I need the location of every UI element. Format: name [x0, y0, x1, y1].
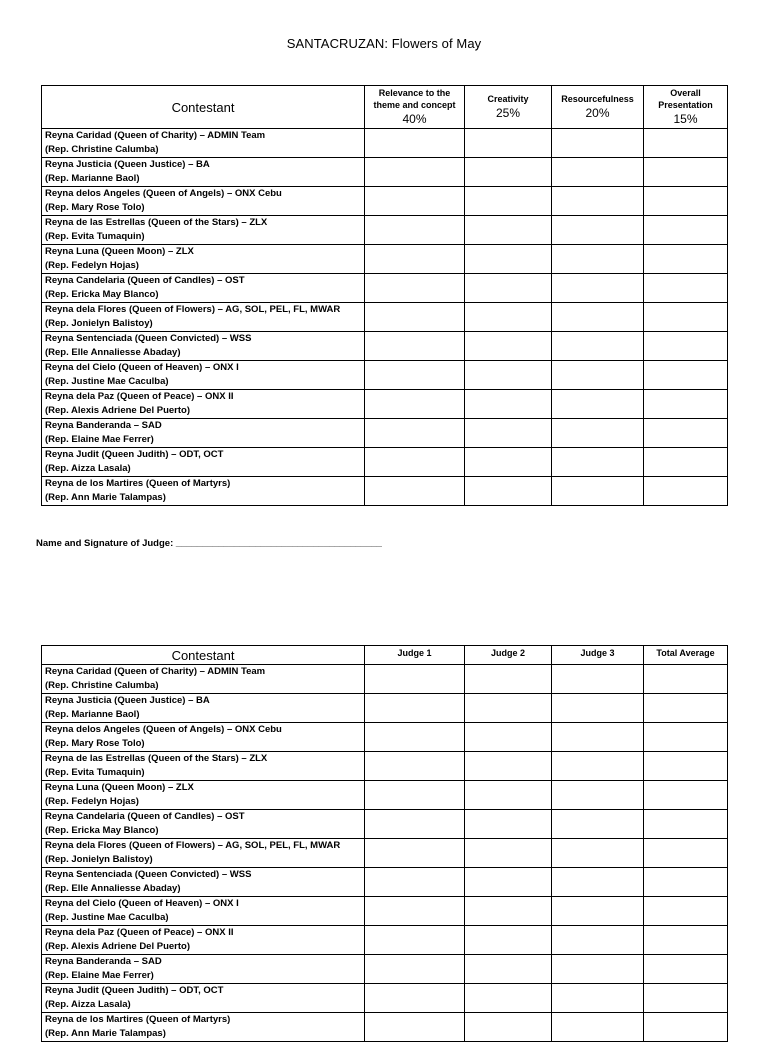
table-row [42, 955, 728, 984]
contestant-cell [42, 897, 365, 926]
score-cell[interactable] [644, 810, 728, 839]
contestant-header: Contestant [42, 86, 365, 129]
score-cell[interactable] [365, 926, 465, 955]
contestant-name: Reyna Judit (Queen Judith) – ODT, OCT [45, 985, 224, 996]
score-cell[interactable] [644, 332, 728, 361]
table-row [42, 274, 728, 303]
contestant-name: Reyna delos Angeles (Queen of Angels) – ONX Cebu [45, 188, 282, 199]
contestant-name: Reyna Justicia (Queen Justice) – BA [45, 159, 210, 170]
contestant-cell [42, 781, 365, 810]
score-cell[interactable] [644, 897, 728, 926]
judge-3-header: Judge 3 [552, 646, 644, 665]
criterion-label: Relevance to the theme and concept [373, 88, 456, 110]
contestant-cell [42, 477, 365, 506]
score-cell[interactable] [365, 477, 465, 506]
score-cell[interactable] [552, 694, 644, 723]
score-cell[interactable] [365, 216, 465, 245]
table-row [42, 390, 728, 419]
table-row [42, 810, 728, 839]
criterion-header-creativity [465, 86, 552, 129]
table-row [42, 129, 728, 158]
contestant-representative: (Rep. Alexis Adriene Del Puerto) [45, 405, 190, 416]
score-cell[interactable] [552, 419, 644, 448]
contestant-cell [42, 665, 365, 694]
score-cell[interactable] [365, 1013, 465, 1042]
contestant-name: Reyna Banderanda – SAD [45, 956, 162, 967]
score-cell[interactable] [365, 752, 465, 781]
criterion-weight: 15% [673, 112, 698, 126]
contestant-cell [42, 984, 365, 1013]
score-cell[interactable] [465, 752, 552, 781]
score-cell[interactable] [552, 1013, 644, 1042]
score-cell[interactable] [644, 390, 728, 419]
contestant-representative: (Rep. Mary Rose Tolo) [45, 202, 145, 213]
criterion-label: Creativity [487, 94, 529, 104]
contestant-representative: (Rep. Fedelyn Hojas) [45, 796, 139, 807]
score-cell[interactable] [552, 187, 644, 216]
criterion-label: Resourcefulness [561, 94, 634, 104]
score-cell[interactable] [465, 839, 552, 868]
contestant-cell [42, 216, 365, 245]
contestant-cell [42, 158, 365, 187]
contestant-cell [42, 839, 365, 868]
score-cell[interactable] [465, 897, 552, 926]
contestant-cell [42, 419, 365, 448]
contestant-cell [42, 187, 365, 216]
score-cell[interactable] [465, 723, 552, 752]
score-cell[interactable] [644, 839, 728, 868]
contestant-representative: (Rep. Jonielyn Balistoy) [45, 854, 153, 865]
score-cell[interactable] [644, 955, 728, 984]
table-row [42, 752, 728, 781]
table-row [42, 477, 728, 506]
score-cell[interactable] [365, 390, 465, 419]
score-cell[interactable] [465, 390, 552, 419]
judge-2-header: Judge 2 [465, 646, 552, 665]
score-cell[interactable] [465, 187, 552, 216]
contestant-name: Reyna delos Angeles (Queen of Angels) – ONX Cebu [45, 724, 282, 735]
contestant-representative: (Rep. Justine Mae Caculba) [45, 912, 169, 923]
score-cell[interactable] [552, 897, 644, 926]
score-cell[interactable] [644, 187, 728, 216]
score-cell[interactable] [552, 984, 644, 1013]
score-cell[interactable] [465, 984, 552, 1013]
score-cell[interactable] [644, 274, 728, 303]
criterion-header-resourcefulness [552, 86, 644, 129]
table-row [42, 158, 728, 187]
score-cell[interactable] [644, 665, 728, 694]
table-row [42, 216, 728, 245]
contestant-cell [42, 245, 365, 274]
score-cell[interactable] [365, 897, 465, 926]
contestant-name: Reyna dela Flores (Queen of Flowers) – AG, SOL, PEL, FL, MWAR [45, 840, 341, 851]
contestant-name: Reyna dela Paz (Queen of Peace) – ONX II [45, 391, 234, 402]
score-cell[interactable] [365, 448, 465, 477]
score-cell[interactable] [365, 781, 465, 810]
contestant-name: Reyna de las Estrellas (Queen of the Stars) – ZLX [45, 753, 268, 764]
score-cell[interactable] [552, 781, 644, 810]
table-row [42, 723, 728, 752]
score-cell[interactable] [465, 129, 552, 158]
score-cell[interactable] [465, 1013, 552, 1042]
score-cell[interactable] [365, 274, 465, 303]
criterion-header-overall-presentation [644, 86, 728, 129]
contestant-cell [42, 868, 365, 897]
score-cell[interactable] [644, 448, 728, 477]
score-cell[interactable] [365, 955, 465, 984]
score-cell[interactable] [552, 390, 644, 419]
table-row [42, 897, 728, 926]
contestant-representative: (Rep. Elle Annaliesse Abaday) [45, 347, 181, 358]
score-cell[interactable] [552, 477, 644, 506]
score-cell[interactable] [644, 129, 728, 158]
judge-signature-line: Name and Signature of Judge: _______________________________________ [36, 538, 382, 549]
contestant-name: Reyna Sentenciada (Queen Convicted) – WSS [45, 333, 252, 344]
score-cell[interactable] [552, 158, 644, 187]
contestant-cell [42, 723, 365, 752]
table-row [42, 781, 728, 810]
score-cell[interactable] [552, 129, 644, 158]
contestant-name: Reyna dela Flores (Queen of Flowers) – AG, SOL, PEL, FL, MWAR [45, 304, 341, 315]
score-cell[interactable] [644, 361, 728, 390]
contestant-name: Reyna Caridad (Queen of Charity) – ADMIN Team [45, 666, 266, 677]
table-row [42, 332, 728, 361]
score-cell[interactable] [365, 810, 465, 839]
contestant-name: Reyna del Cielo (Queen of Heaven) – ONX I [45, 898, 239, 909]
table-row [42, 839, 728, 868]
contestant-name: Reyna de los Martires (Queen of Martyrs) [45, 1014, 231, 1025]
score-cell[interactable] [365, 187, 465, 216]
score-cell[interactable] [644, 158, 728, 187]
criterion-header-relevance [365, 86, 465, 129]
score-cell[interactable] [465, 926, 552, 955]
contestant-name: Reyna dela Paz (Queen of Peace) – ONX II [45, 927, 234, 938]
score-cell[interactable] [365, 723, 465, 752]
table-row [42, 303, 728, 332]
score-cell[interactable] [552, 723, 644, 752]
score-cell[interactable] [365, 984, 465, 1013]
score-cell[interactable] [552, 303, 644, 332]
contestant-name: Reyna Judit (Queen Judith) – ODT, OCT [45, 449, 224, 460]
contestant-representative: (Rep. Christine Calumba) [45, 144, 159, 155]
contestant-name: Reyna Justicia (Queen Justice) – BA [45, 695, 210, 706]
contestant-representative: (Rep. Christine Calumba) [45, 680, 159, 691]
score-cell[interactable] [465, 868, 552, 897]
contestant-cell [42, 361, 365, 390]
score-cell[interactable] [644, 723, 728, 752]
score-cell[interactable] [644, 216, 728, 245]
score-cell[interactable] [365, 665, 465, 694]
score-cell[interactable] [365, 361, 465, 390]
contestant-name: Reyna Candelaria (Queen of Candles) – OST [45, 275, 245, 286]
contestant-cell [42, 448, 365, 477]
contestant-representative: (Rep. Ann Marie Talampas) [45, 492, 166, 503]
score-cell[interactable] [465, 419, 552, 448]
score-cell[interactable] [644, 245, 728, 274]
score-cell[interactable] [465, 361, 552, 390]
score-cell[interactable] [552, 839, 644, 868]
score-cell[interactable] [465, 694, 552, 723]
contestant-representative: (Rep. Elle Annaliesse Abaday) [45, 883, 181, 894]
contestant-representative: (Rep. Elaine Mae Ferrer) [45, 434, 154, 445]
score-cell[interactable] [552, 665, 644, 694]
score-cell[interactable] [365, 245, 465, 274]
contestant-name: Reyna Sentenciada (Queen Convicted) – WSS [45, 869, 252, 880]
contestant-cell [42, 955, 365, 984]
score-cell[interactable] [465, 274, 552, 303]
table-row [42, 984, 728, 1013]
table-row [42, 926, 728, 955]
contestant-cell [42, 694, 365, 723]
score-cell[interactable] [465, 477, 552, 506]
score-cell[interactable] [552, 274, 644, 303]
table-row [42, 187, 728, 216]
score-cell[interactable] [644, 694, 728, 723]
score-cell[interactable] [465, 955, 552, 984]
score-cell[interactable] [465, 216, 552, 245]
score-cell[interactable] [465, 303, 552, 332]
contestant-cell [42, 810, 365, 839]
score-cell[interactable] [644, 419, 728, 448]
contestant-representative: (Rep. Evita Tumaquin) [45, 231, 145, 242]
score-cell[interactable] [465, 665, 552, 694]
table-row [42, 419, 728, 448]
table-row [42, 448, 728, 477]
criterion-label: Overall Presentation [658, 88, 713, 110]
criterion-weight: 40% [402, 112, 427, 126]
contestant-name: Reyna Caridad (Queen of Charity) – ADMIN Team [45, 130, 266, 141]
contestant-name: Reyna Luna (Queen Moon) – ZLX [45, 782, 194, 793]
contestant-cell [42, 926, 365, 955]
contestant-representative: (Rep. Aizza Lasala) [45, 999, 131, 1010]
table-row [42, 868, 728, 897]
score-cell[interactable] [365, 332, 465, 361]
score-cell[interactable] [644, 781, 728, 810]
criteria-header-row [42, 86, 728, 129]
score-cell[interactable] [552, 926, 644, 955]
score-cell[interactable] [644, 303, 728, 332]
score-cell[interactable] [552, 752, 644, 781]
contestant-representative: (Rep. Fedelyn Hojas) [45, 260, 139, 271]
table-row [42, 361, 728, 390]
score-cell[interactable] [365, 839, 465, 868]
score-cell[interactable] [365, 303, 465, 332]
score-cell[interactable] [365, 868, 465, 897]
score-cell[interactable] [552, 361, 644, 390]
contestant-cell [42, 752, 365, 781]
contestant-representative: (Rep. Marianne Baol) [45, 173, 140, 184]
score-cell[interactable] [465, 781, 552, 810]
score-cell[interactable] [552, 245, 644, 274]
score-cell[interactable] [552, 868, 644, 897]
contestant-representative: (Rep. Ann Marie Talampas) [45, 1028, 166, 1039]
criterion-weight: 25% [495, 106, 521, 120]
judge-1-header: Judge 1 [365, 646, 465, 665]
judge-header-row [42, 646, 728, 665]
score-cell[interactable] [644, 868, 728, 897]
contestant-name: Reyna de los Martires (Queen of Martyrs) [45, 478, 231, 489]
score-cell[interactable] [552, 955, 644, 984]
contestant-representative: (Rep. Elaine Mae Ferrer) [45, 970, 154, 981]
score-cell[interactable] [465, 245, 552, 274]
score-cell[interactable] [465, 448, 552, 477]
contestant-representative: (Rep. Aizza Lasala) [45, 463, 131, 474]
score-cell[interactable] [465, 158, 552, 187]
contestant-cell [42, 303, 365, 332]
contestant-representative: (Rep. Evita Tumaquin) [45, 767, 145, 778]
contestant-name: Reyna Luna (Queen Moon) – ZLX [45, 246, 194, 257]
contestant-representative: (Rep. Ericka May Blanco) [45, 825, 159, 836]
criterion-weight: 20% [585, 106, 610, 120]
score-cell[interactable] [365, 694, 465, 723]
judge-summary-table [41, 645, 728, 1042]
contestant-representative: (Rep. Marianne Baol) [45, 709, 140, 720]
contestant-name: Reyna de las Estrellas (Queen of the Stars) – ZLX [45, 217, 268, 228]
table-row [42, 245, 728, 274]
score-cell[interactable] [365, 158, 465, 187]
table-row [42, 1013, 728, 1042]
score-cell[interactable] [644, 477, 728, 506]
contestant-name: Reyna Candelaria (Queen of Candles) – OST [45, 811, 245, 822]
contestant-header: Contestant [42, 646, 365, 665]
score-cell[interactable] [465, 332, 552, 361]
contestant-representative: (Rep. Ericka May Blanco) [45, 289, 159, 300]
score-cell[interactable] [644, 1013, 728, 1042]
contestant-cell [42, 332, 365, 361]
contestant-name: Reyna Banderanda – SAD [45, 420, 162, 431]
score-cell[interactable] [644, 752, 728, 781]
total-average-header: Total Average [644, 646, 728, 665]
criteria-score-table [41, 85, 728, 506]
contestant-name: Reyna del Cielo (Queen of Heaven) – ONX I [45, 362, 239, 373]
contestant-representative: (Rep. Alexis Adriene Del Puerto) [45, 941, 190, 952]
score-cell[interactable] [552, 810, 644, 839]
score-cell[interactable] [552, 332, 644, 361]
score-cell[interactable] [365, 129, 465, 158]
score-cell[interactable] [644, 984, 728, 1013]
score-cell[interactable] [465, 810, 552, 839]
contestant-representative: (Rep. Justine Mae Caculba) [45, 376, 169, 387]
score-cell[interactable] [552, 216, 644, 245]
table-row [42, 694, 728, 723]
contestant-cell [42, 129, 365, 158]
score-cell[interactable] [552, 448, 644, 477]
contestant-representative: (Rep. Jonielyn Balistoy) [45, 318, 153, 329]
contestant-representative: (Rep. Mary Rose Tolo) [45, 738, 145, 749]
score-cell[interactable] [644, 926, 728, 955]
score-cell[interactable] [365, 419, 465, 448]
table-row [42, 665, 728, 694]
page-title: SANTACRUZAN: Flowers of May [286, 36, 482, 51]
contestant-cell [42, 1013, 365, 1042]
contestant-cell [42, 390, 365, 419]
contestant-cell [42, 274, 365, 303]
